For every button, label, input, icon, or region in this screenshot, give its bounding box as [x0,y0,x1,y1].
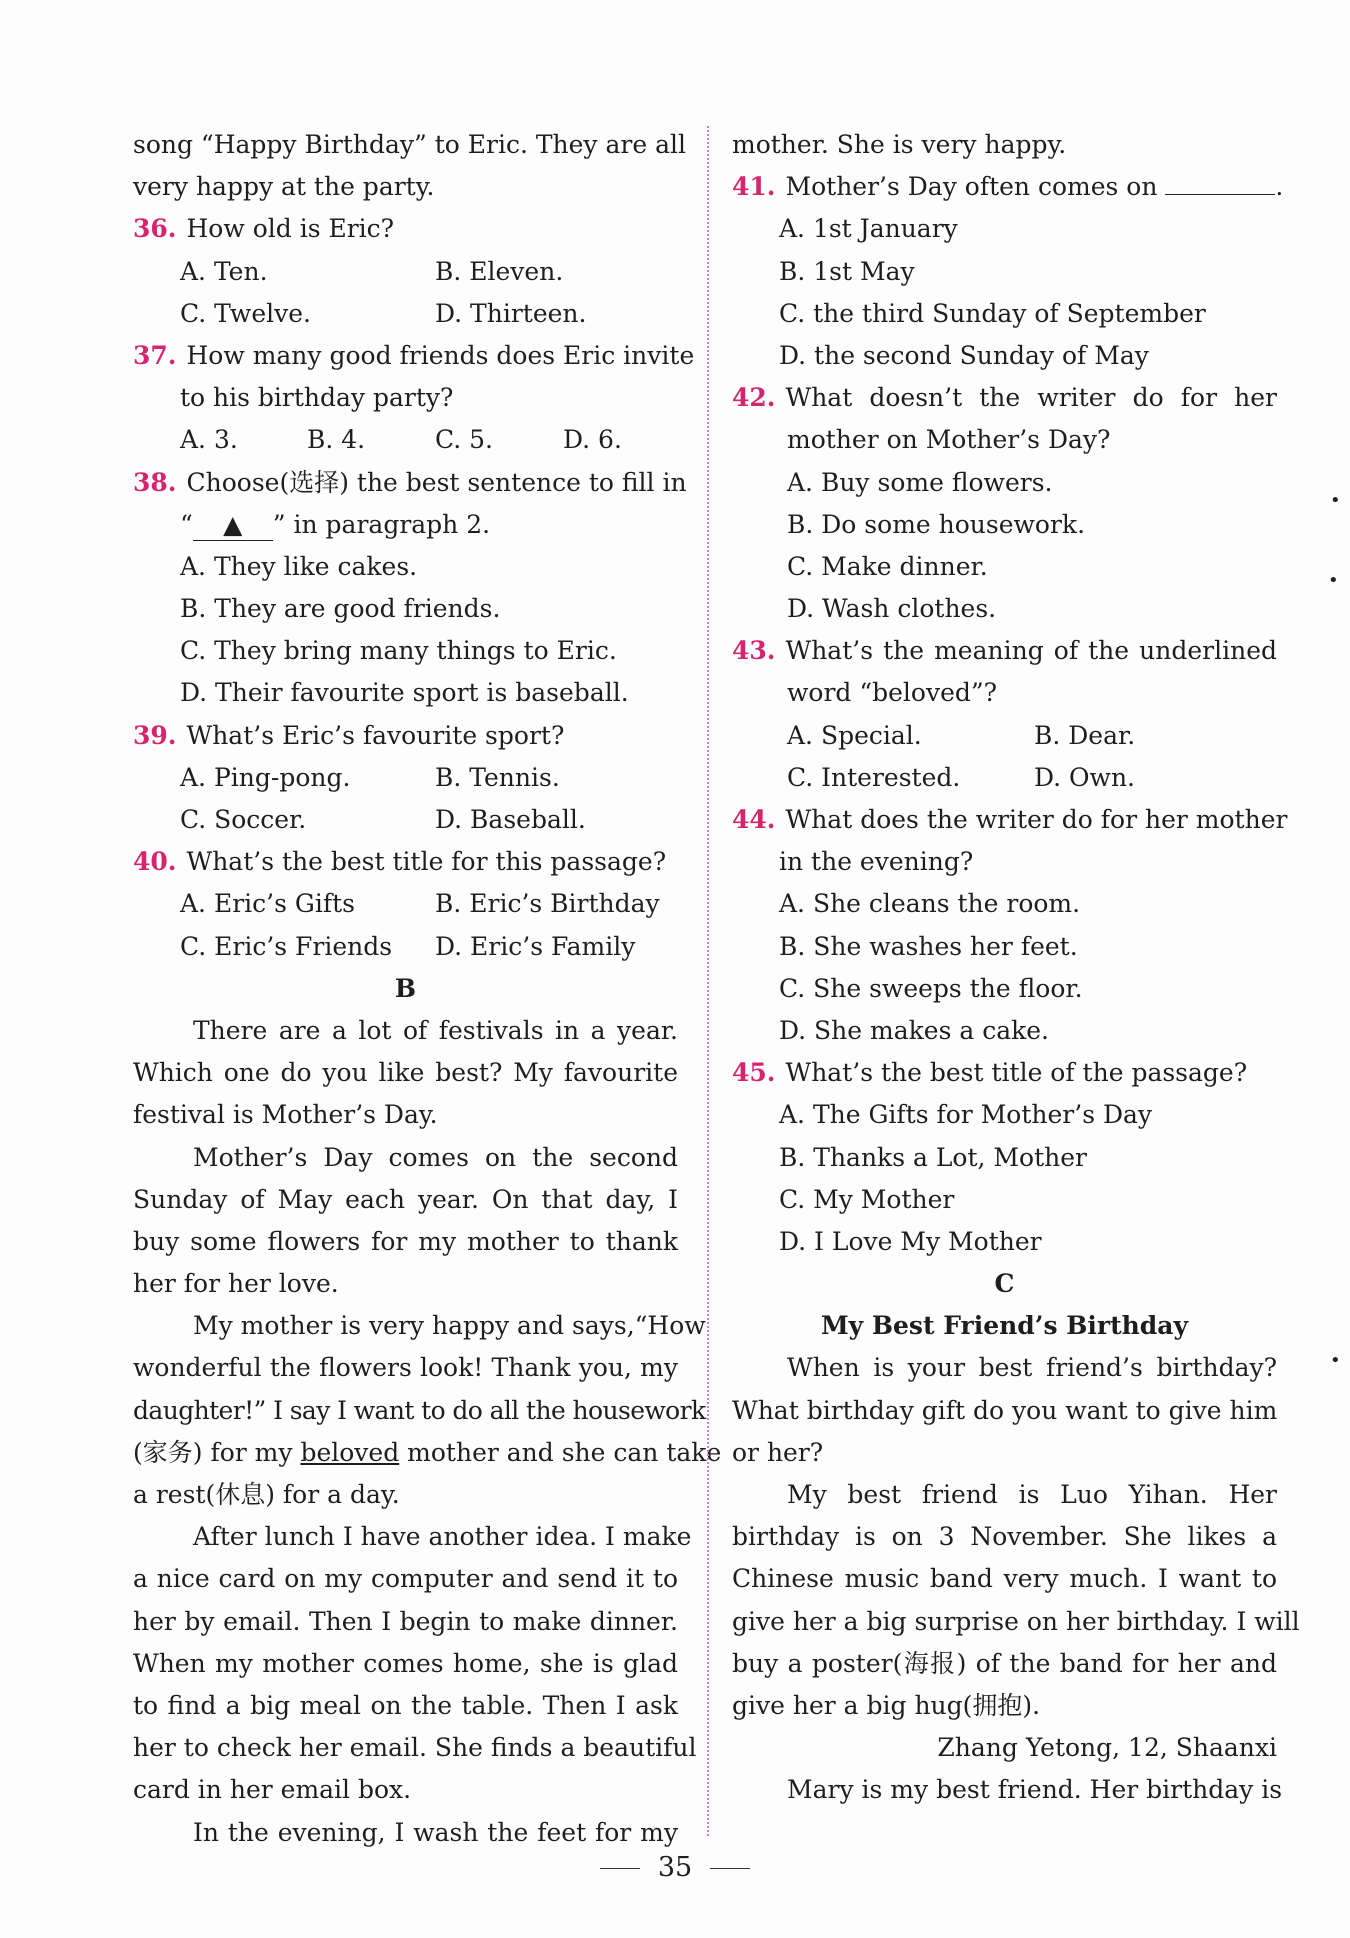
passage-line: her to check her email. She finds a beautiful [133,1733,697,1763]
option-c: C. Twelve. [180,298,311,328]
option-c: C. They bring many things to Eric. [180,636,617,666]
question-text-cont: in the evening? [779,847,974,877]
question-end: . [1275,172,1284,202]
option-b: B. Tennis. [435,762,560,792]
passage-line: Which one do you like best? My favourite [133,1058,678,1088]
option-c: C. My Mother [779,1184,955,1214]
passage-line: Mary is my best friend. Her birthday is [787,1775,1283,1805]
option-d: D. 6. [563,425,622,455]
question-text-cont [133,504,678,546]
question-number: 36. [133,214,177,244]
option-a: A. 3. [180,425,238,455]
question-38 [133,462,687,504]
option-a: A. Ten. [180,256,268,286]
question-text: What’s the meaning of the underlined [785,636,1277,666]
passage-line: My mother is very happy and says,“How [193,1311,706,1341]
signature: Zhang Yetong, 12, Shaanxi [937,1733,1277,1763]
options-row [133,883,678,925]
page-footer [0,1852,1350,1883]
passage-line: Mother’s Day comes on the second [193,1142,678,1172]
question-37 [133,335,695,377]
passage-line: Chinese music band very much. I want to [732,1564,1277,1594]
question-text: ” in paragraph 2. [272,509,491,539]
option-d: D. Own. [1034,762,1135,792]
option-c: C. Soccer. [180,805,307,834]
option-a: A. Ping-pong. [180,762,351,792]
passage-line: daughter!” I say I want to do all the housework [133,1395,706,1425]
passage-line: a nice card on my computer and send it to [133,1564,678,1594]
option-d: D. the second Sunday of May [779,340,1149,370]
column-divider [707,126,709,1836]
option-a: A. Special. [787,720,922,750]
options-row [732,715,1277,757]
question-text: How many good friends does Eric invite [186,340,695,370]
passage-line: mother. She is very happy. [732,130,1067,159]
passage-line: wonderful the flowers look! Thank you, my [133,1353,678,1383]
option-b: B. Eleven. [435,256,564,286]
question-text: What does the writer do for her mother [785,805,1288,834]
passage-line [133,1432,722,1474]
question-number: 37. [133,340,177,370]
passage-line: buy a poster(海报) of the band for her and [732,1648,1277,1678]
option-d: D. Wash clothes. [787,594,997,624]
passage-line: a rest(休息) for a day. [133,1480,400,1509]
question-number: 39. [133,720,177,750]
question-40 [133,841,678,883]
footer-dash [600,1868,640,1869]
passage-line: her for her love. [133,1269,339,1299]
passage-line: After lunch I have another idea. I make [193,1522,692,1552]
answer-blank [1165,168,1275,195]
option-c: C. 5. [435,425,493,455]
dot-mark-icon: • [1330,1350,1341,1371]
question-text: How old is Eric? [186,214,395,244]
question-number: 40. [133,847,177,877]
passage-line: or her? [732,1437,824,1467]
page-number: 35 [657,1852,693,1883]
option-d: D. Thirteen. [435,298,587,328]
question-number: 44. [732,805,776,834]
passage-text: (家务) for my [133,1437,301,1467]
passage-line: give her a big hug(拥抱). [732,1690,1041,1720]
passage-line: There are a lot of festivals in a year. [193,1015,678,1045]
question-number: 42. [732,383,776,413]
passage-line: her by email. Then I begin to make dinner. [133,1606,678,1636]
triangle-blank [193,510,273,541]
question-text: What’s the best title of the passage? [785,1058,1248,1088]
option-c: C. Interested. [787,762,961,792]
passage-text: mother and she can take [399,1437,722,1467]
option-a: A. Buy some flowers. [787,467,1053,497]
options-row [133,799,678,841]
option-a: A. The Gifts for Mother’s Day [779,1100,1153,1130]
passage-line: give her a big surprise on her birthday. I will [732,1606,1300,1636]
option-b: B. Eric’s Birthday [435,889,660,919]
option-d: D. Baseball. [435,805,586,834]
option-b: B. Do some housework. [787,509,1086,539]
right-column [732,124,1300,1812]
passage-line: buy some flowers for my mother to thank [133,1226,678,1256]
option-d: D. Their favourite sport is baseball. [180,678,629,708]
option-a: A. Eric’s Gifts [180,889,355,919]
passage-line: When is your best friend’s birthday? [787,1353,1277,1383]
question-number: 38. [133,467,177,497]
question-39 [133,715,678,757]
question-text: What’s Eric’s favourite sport? [186,720,565,750]
question-text: What doesn’t the writer do for her [785,383,1277,413]
option-a: A. She cleans the room. [779,889,1081,919]
passage-line: In the evening, I wash the feet for my [193,1817,678,1847]
passage-line: to find a big meal on the table. Then I ask [133,1690,678,1720]
question-text-cont: mother on Mother’s Day? [787,425,1111,455]
passage-line: Sunday of May each year. On that day, I [133,1184,678,1214]
question-number: 41. [732,172,776,202]
passage-line: very happy at the party. [133,172,435,202]
section-heading-c: C [994,1269,1015,1299]
options-row [133,926,678,968]
passage-line: festival is Mother’s Day. [133,1100,438,1130]
passage-line: My best friend is Luo Yihan. Her [787,1480,1277,1509]
question-number: 45. [732,1058,776,1088]
option-b: B. Dear. [1034,720,1136,750]
question-text: Choose(选择) the best sentence to fill in [186,467,687,497]
underlined-word: beloved [300,1437,400,1467]
option-b: B. Thanks a Lot, Mother [779,1142,1087,1172]
open-quote: “ [180,509,193,539]
question-43 [732,630,1277,672]
option-c: C. Make dinner. [787,551,988,581]
question-36 [133,208,678,250]
option-c: C. She sweeps the floor. [779,973,1083,1003]
options-row [133,293,678,335]
option-d: D. She makes a cake. [779,1015,1049,1045]
passage-line: When my mother comes home, she is glad [133,1648,678,1678]
passage-line: card in her email box. [133,1775,412,1805]
question-42 [732,377,1277,419]
option-c: C. the third Sunday of September [779,298,1206,328]
question-text: What’s the best title for this passage? [186,847,667,877]
option-d: D. I Love My Mother [779,1226,1042,1256]
passage-line: What birthday gift do you want to give him [732,1395,1278,1425]
question-text-cont: to his birthday party? [180,383,454,413]
options-row [133,757,678,799]
triangle-icon: ▲ [223,509,243,539]
footer-dash [710,1868,750,1869]
question-44 [732,799,1288,841]
option-d: D. Eric’s Family [435,931,636,961]
question-number: 43. [732,636,776,666]
option-a: A. They like cakes. [180,551,418,581]
options-row [133,419,678,461]
option-c: C. Eric’s Friends [180,931,393,961]
dot-mark-icon: • [1328,570,1339,591]
passage-title: My Best Friend’s Birthday [820,1311,1189,1341]
question-41 [732,166,1284,208]
option-b: B. She washes her feet. [779,931,1078,961]
option-b: B. 1st May [779,256,915,286]
dot-mark-icon: • [1330,490,1341,511]
option-b: B. 4. [307,425,366,455]
passage-line: song “Happy Birthday” to Eric. They are all [133,130,686,159]
question-text-cont: word “beloved”? [787,678,998,708]
options-row [133,251,678,293]
question-text: Mother’s Day often comes on [785,172,1158,202]
option-b: B. They are good friends. [180,594,501,624]
section-heading-b: B [394,973,417,1003]
question-45 [732,1052,1277,1094]
left-column [133,124,722,1854]
options-row [732,757,1277,799]
option-a: A. 1st January [779,214,958,244]
passage-line: birthday is on 3 November. She likes a [732,1522,1277,1552]
